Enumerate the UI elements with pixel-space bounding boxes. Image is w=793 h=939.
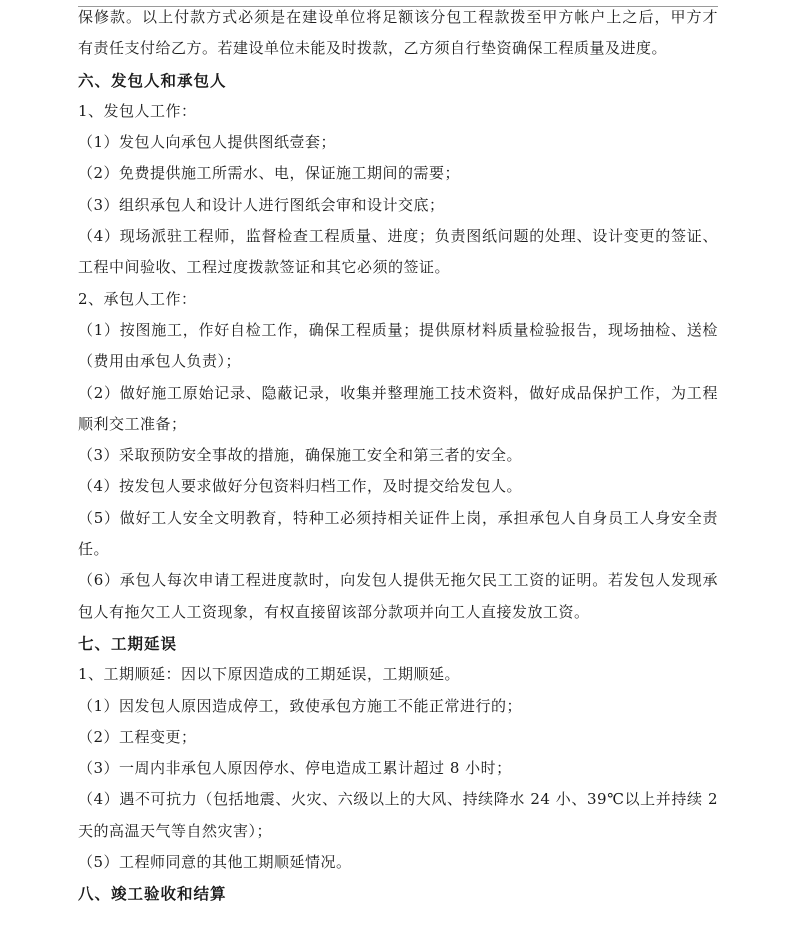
text-line: 包人有拖欠工人工资现象，有权直接留该部分款项并向工人直接发放工资。 xyxy=(78,602,590,621)
section-heading: 七、工期延误 xyxy=(78,633,178,653)
text-line: 任。 xyxy=(78,540,110,559)
list-item: （2）免费提供施工所需水、电，保证施工期间的需要； xyxy=(78,164,461,183)
list-item: （3）组织承包人和设计人进行图纸会审和设计交底； xyxy=(78,195,445,214)
list-item: （2）做好施工原始记录、隐蔽记录，收集并整理施工技术资料，做好成品保护工作，为工程 xyxy=(78,383,718,402)
list-item: （4）现场派驻工程师，监督检查工程质量、进度；负责图纸问题的处理、设计变更的签证、 xyxy=(78,227,718,246)
subsection-heading: 1、工期顺延：因以下原因造成的工期延误，工期顺延。 xyxy=(78,665,461,684)
list-item: （4）遇不可抗力（包括地震、火灾、六级以上的大风、持续降水 24 小、39℃以上并持续 2 xyxy=(78,790,718,809)
text-line: 工程中间验收、工程过度拨款签证和其它必须的签证。 xyxy=(78,258,451,277)
section-heading: 八、竣工验收和结算 xyxy=(78,884,227,904)
text-line: 顺利交工准备； xyxy=(78,414,187,433)
subsection-heading: 2、承包人工作： xyxy=(78,289,197,308)
list-item: （3）一周内非承包人原因停水、停电造成工累计超过 8 小时； xyxy=(78,759,512,778)
document-body xyxy=(78,2,718,910)
list-item: （3）采取预防安全事故的措施，确保施工安全和第三者的安全。 xyxy=(78,446,523,465)
list-item: （5）工程师同意的其他工期顺延情况。 xyxy=(78,853,352,872)
list-item: （1）因发包人原因造成停工，致使承包方施工不能正常进行的； xyxy=(78,696,523,715)
list-item: （1）发包人向承包人提供图纸壹套； xyxy=(78,133,337,152)
list-item: （1）按图施工，作好自检工作，确保工程质量；提供原材料质量检验报告，现场抽检、送检 xyxy=(78,320,718,339)
list-item: （4）按发包人要求做好分包资料归档工作，及时提交给发包人。 xyxy=(78,477,523,496)
list-item: （6）承包人每次申请工程进度款时，向发包人提供无拖欠民工工资的证明。若发包人发现承 xyxy=(78,571,718,590)
text-line: 保修款。以上付款方式必须是在建设单位将足额该分包工程款拨至甲方帐户上之后，甲方才 xyxy=(78,8,718,26)
section-heading: 六、发包人和承包人 xyxy=(78,70,227,90)
text-line: 天的高温天气等自然灾害）； xyxy=(78,821,273,840)
list-item: （5）做好工人安全文明教育，特种工必须持相关证件上岗，承担承包人自身员工人身安全责 xyxy=(78,508,718,527)
text-line: 有责任支付给乙方。若建设单位未能及时拨款，乙方须自行垫资确保工程质量及进度。 xyxy=(78,39,668,58)
text-line: （费用由承包人负责）； xyxy=(78,352,242,371)
subsection-heading: 1、发包人工作： xyxy=(78,101,197,120)
list-item: （2）工程变更； xyxy=(78,727,197,746)
